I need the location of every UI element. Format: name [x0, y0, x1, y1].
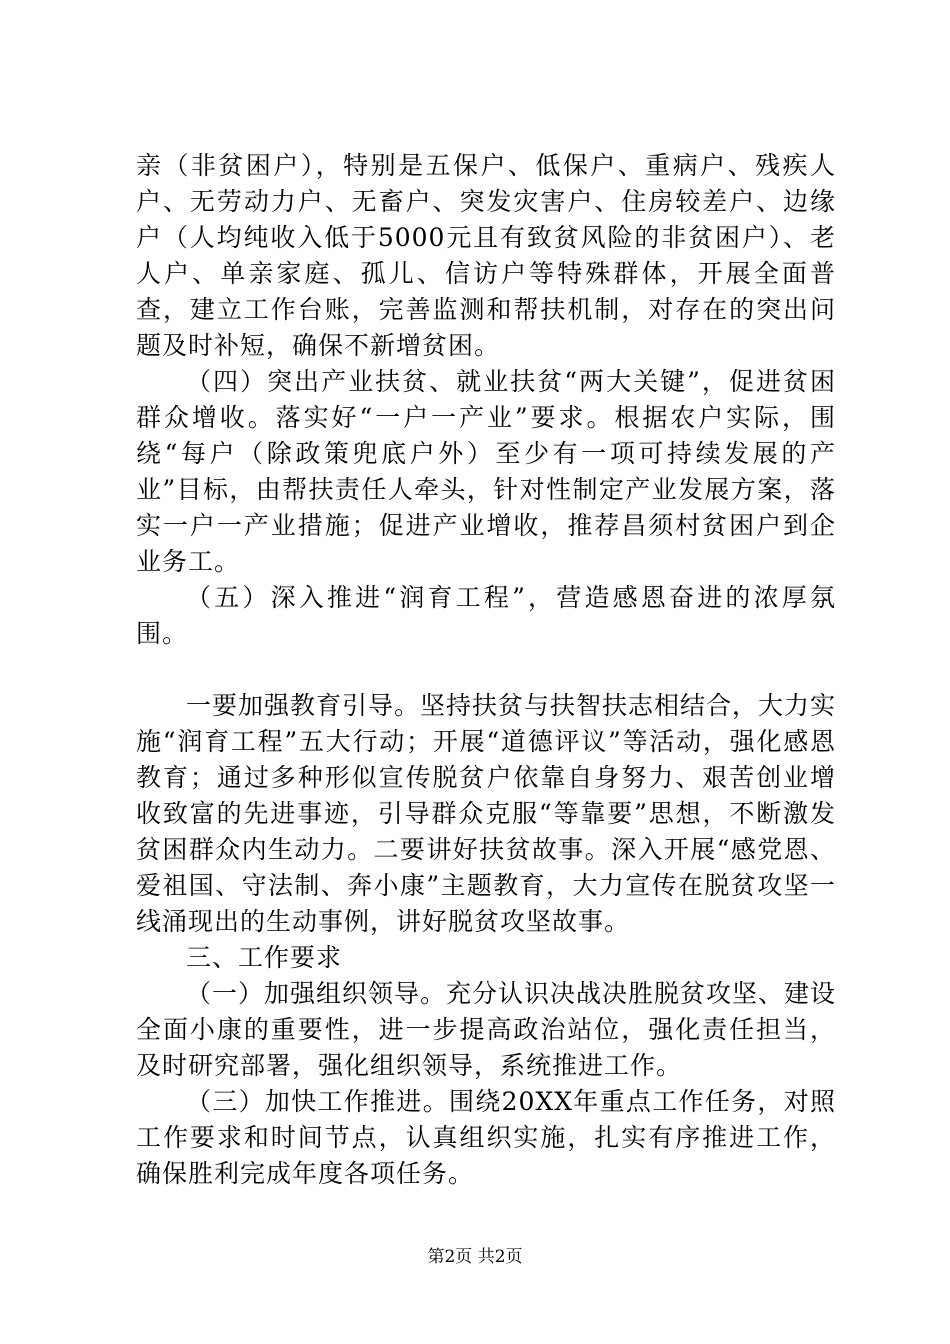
paragraph-requirement-one: （一）加强组织领导。充分认识决战决胜脱贫攻坚、建设全面小康的重要性，进一步提高政治站位，强化责任担当，及时研究部署，强化组织领导，系统推进工作。: [136, 979, 837, 1080]
paragraph-education: 一要加强教育引导。坚持扶贫与扶智扶志相结合，大力实施“润育工程”五大行动；开展“道德评议”等活动，强化感恩教育；通过多种形似宣传脱贫户依靠自身努力、艰苦创业增收致富的先进事迹，引导群众克服“等靠要”思想，不断激发贫困群众内生动力。二要讲好扶贫故事。深入开展“感党恩、爱祖国、守法制、奔小康”主题教育，大力宣传在脱贫攻坚一线涌现出的生动事例，讲好脱贫攻坚故事。: [136, 691, 837, 936]
section-heading-requirements: 三、工作要求: [186, 943, 343, 972]
paragraph-item-four: （四）突出产业扶贫、就业扶贫“两大关键”，促进贫困群众增收。落实好“一户一产业”要求。根据农户实际，围绕“每户（除政策兜底户外）至少有一项可持续发展的产业”目标，由帮扶责任人牵头，针对性制定产业发展方案，落实一户一产业措施；促进产业增收，推荐昌须村贫困户到企业务工。: [136, 367, 836, 576]
paragraph-item-five: （五）深入推进“润育工程”，营造感恩奋进的浓厚氛围。: [136, 583, 836, 648]
document-body: [136, 148, 836, 1192]
paragraph-continued: 亲（非贫困户），特别是五保户、低保户、重病户、残疾人户、无劳动力户、无畜户、突发灾害户、住房较差户、边缘户（人均纯收入低于5000元且有致贫风险的非贫困户）、老人户、单亲家庭、孤儿、信访户等特殊群体，开展全面普查，建立工作台账，完善监测和帮扶机制，对存在的突出问题及时补短，确保不新增贫困。: [136, 151, 836, 360]
paragraph-requirement-three: （三）加快工作推进。围绕20XX年重点工作任务，对照工作要求和时间节点，认真组织实施，扎实有序推进工作，确保胜利完成年度各项任务。: [136, 1087, 836, 1188]
page-number-footer: 第2页 共2页: [427, 1247, 523, 1267]
